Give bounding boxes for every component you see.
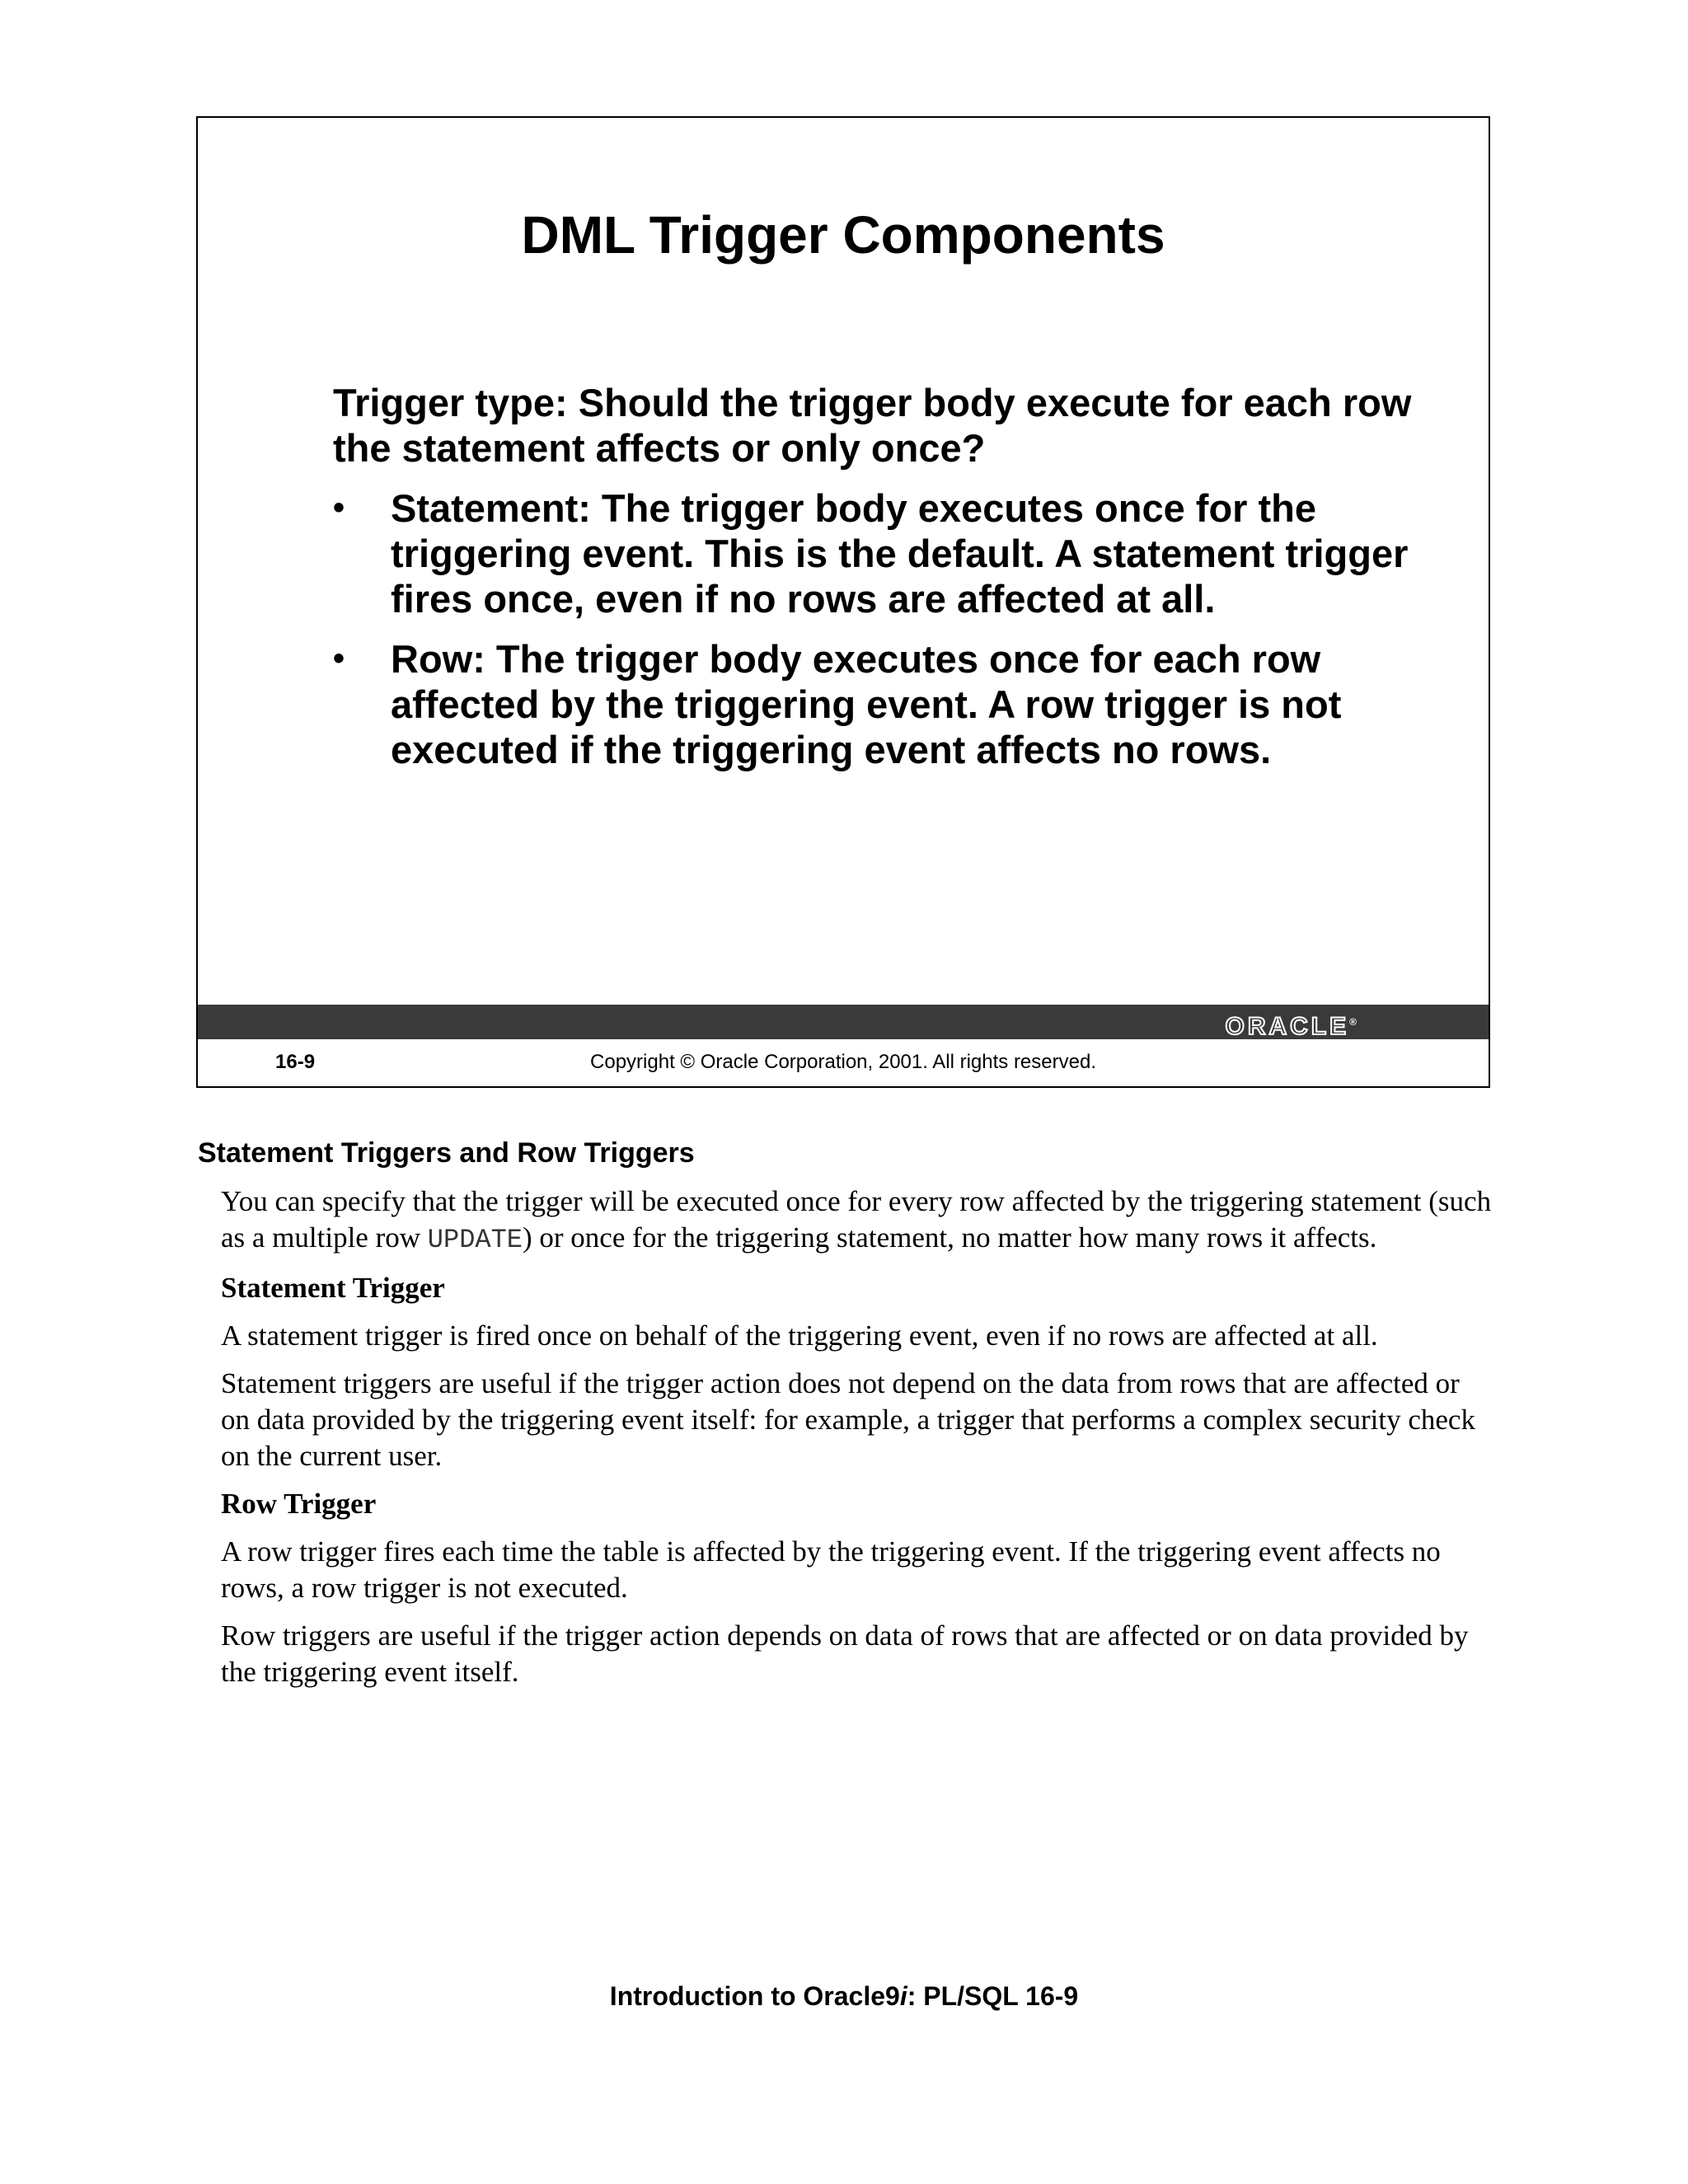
slide-number: 16-9 (275, 1051, 316, 1073)
notes-text: ) or once for the triggering statement, no matter how many rows it affects. (523, 1221, 1377, 1254)
row-trigger-paragraph-2: Row triggers are useful if the trigger action depends on data of rows that are affected or on data provided by the triggering event itself. (221, 1619, 1469, 1688)
notes-text: You can specify that the trigger will be executed once for every row affected by the triggering statement (such as a multiple row (221, 1185, 1492, 1254)
notes-body (221, 1183, 1495, 1702)
oracle-logo-text: ORACLE (1225, 1013, 1350, 1040)
page-footer-suffix: : PL/SQL 16-9 (907, 1981, 1079, 2011)
statement-trigger-paragraph-2: Statement triggers are useful if the trigger action does not depend on the data from rows that are affected or on data provided by the triggering event itself: for example, a trigger that performs a complex security check on the current user. (221, 1367, 1475, 1472)
row-trigger-heading: Row Trigger (221, 1488, 377, 1520)
slide (196, 116, 1490, 1088)
bullet-text: Statement: The trigger body executes once for the triggering event. This is the default. A statement trigger fires once, even if no rows are affected at all. (391, 486, 1409, 621)
slide-copyright: Copyright © Oracle Corporation, 2001. All rights reserved. (590, 1051, 1096, 1073)
code-keyword: UPDATE (427, 1225, 523, 1255)
page-footer (0, 1981, 1688, 2012)
bullet-text: Row: The trigger body executes once for each row affected by the triggering event. A row trigger is not executed if the triggering event affects no rows. (391, 637, 1342, 771)
slide-intro: Trigger type: Should the trigger body execute for each row the statement affects or only once? (333, 381, 1412, 470)
oracle-logo (1225, 1008, 1357, 1041)
page-footer-italic: i (899, 1981, 907, 2011)
slide-body (333, 380, 1437, 787)
registered-mark: ® (1349, 1016, 1357, 1028)
row-trigger-paragraph-1: A row trigger fires each time the table is affected by the triggering event. If the triggering event affects no rows, a row trigger is not executed. (221, 1535, 1441, 1604)
bullet-icon: • (333, 490, 345, 526)
slide-title: DML Trigger Components (521, 205, 1165, 265)
notes-heading: Statement Triggers and Row Triggers (198, 1137, 695, 1169)
bullet-icon: • (333, 640, 345, 677)
page-footer-prefix: Introduction to Oracle9 (609, 1981, 900, 2011)
statement-trigger-heading: Statement Trigger (221, 1272, 445, 1304)
slide-footer-bar (198, 1005, 1489, 1039)
notes-paragraph-intro (221, 1183, 1495, 1258)
statement-trigger-paragraph-1: A statement trigger is fired once on behalf of the triggering event, even if no rows are affected at all. (221, 1319, 1378, 1352)
bullet-item-row (333, 636, 1437, 772)
slide-footer (198, 1039, 1489, 1086)
slide-bullet-list (333, 485, 1437, 772)
bullet-item-statement (333, 485, 1437, 621)
